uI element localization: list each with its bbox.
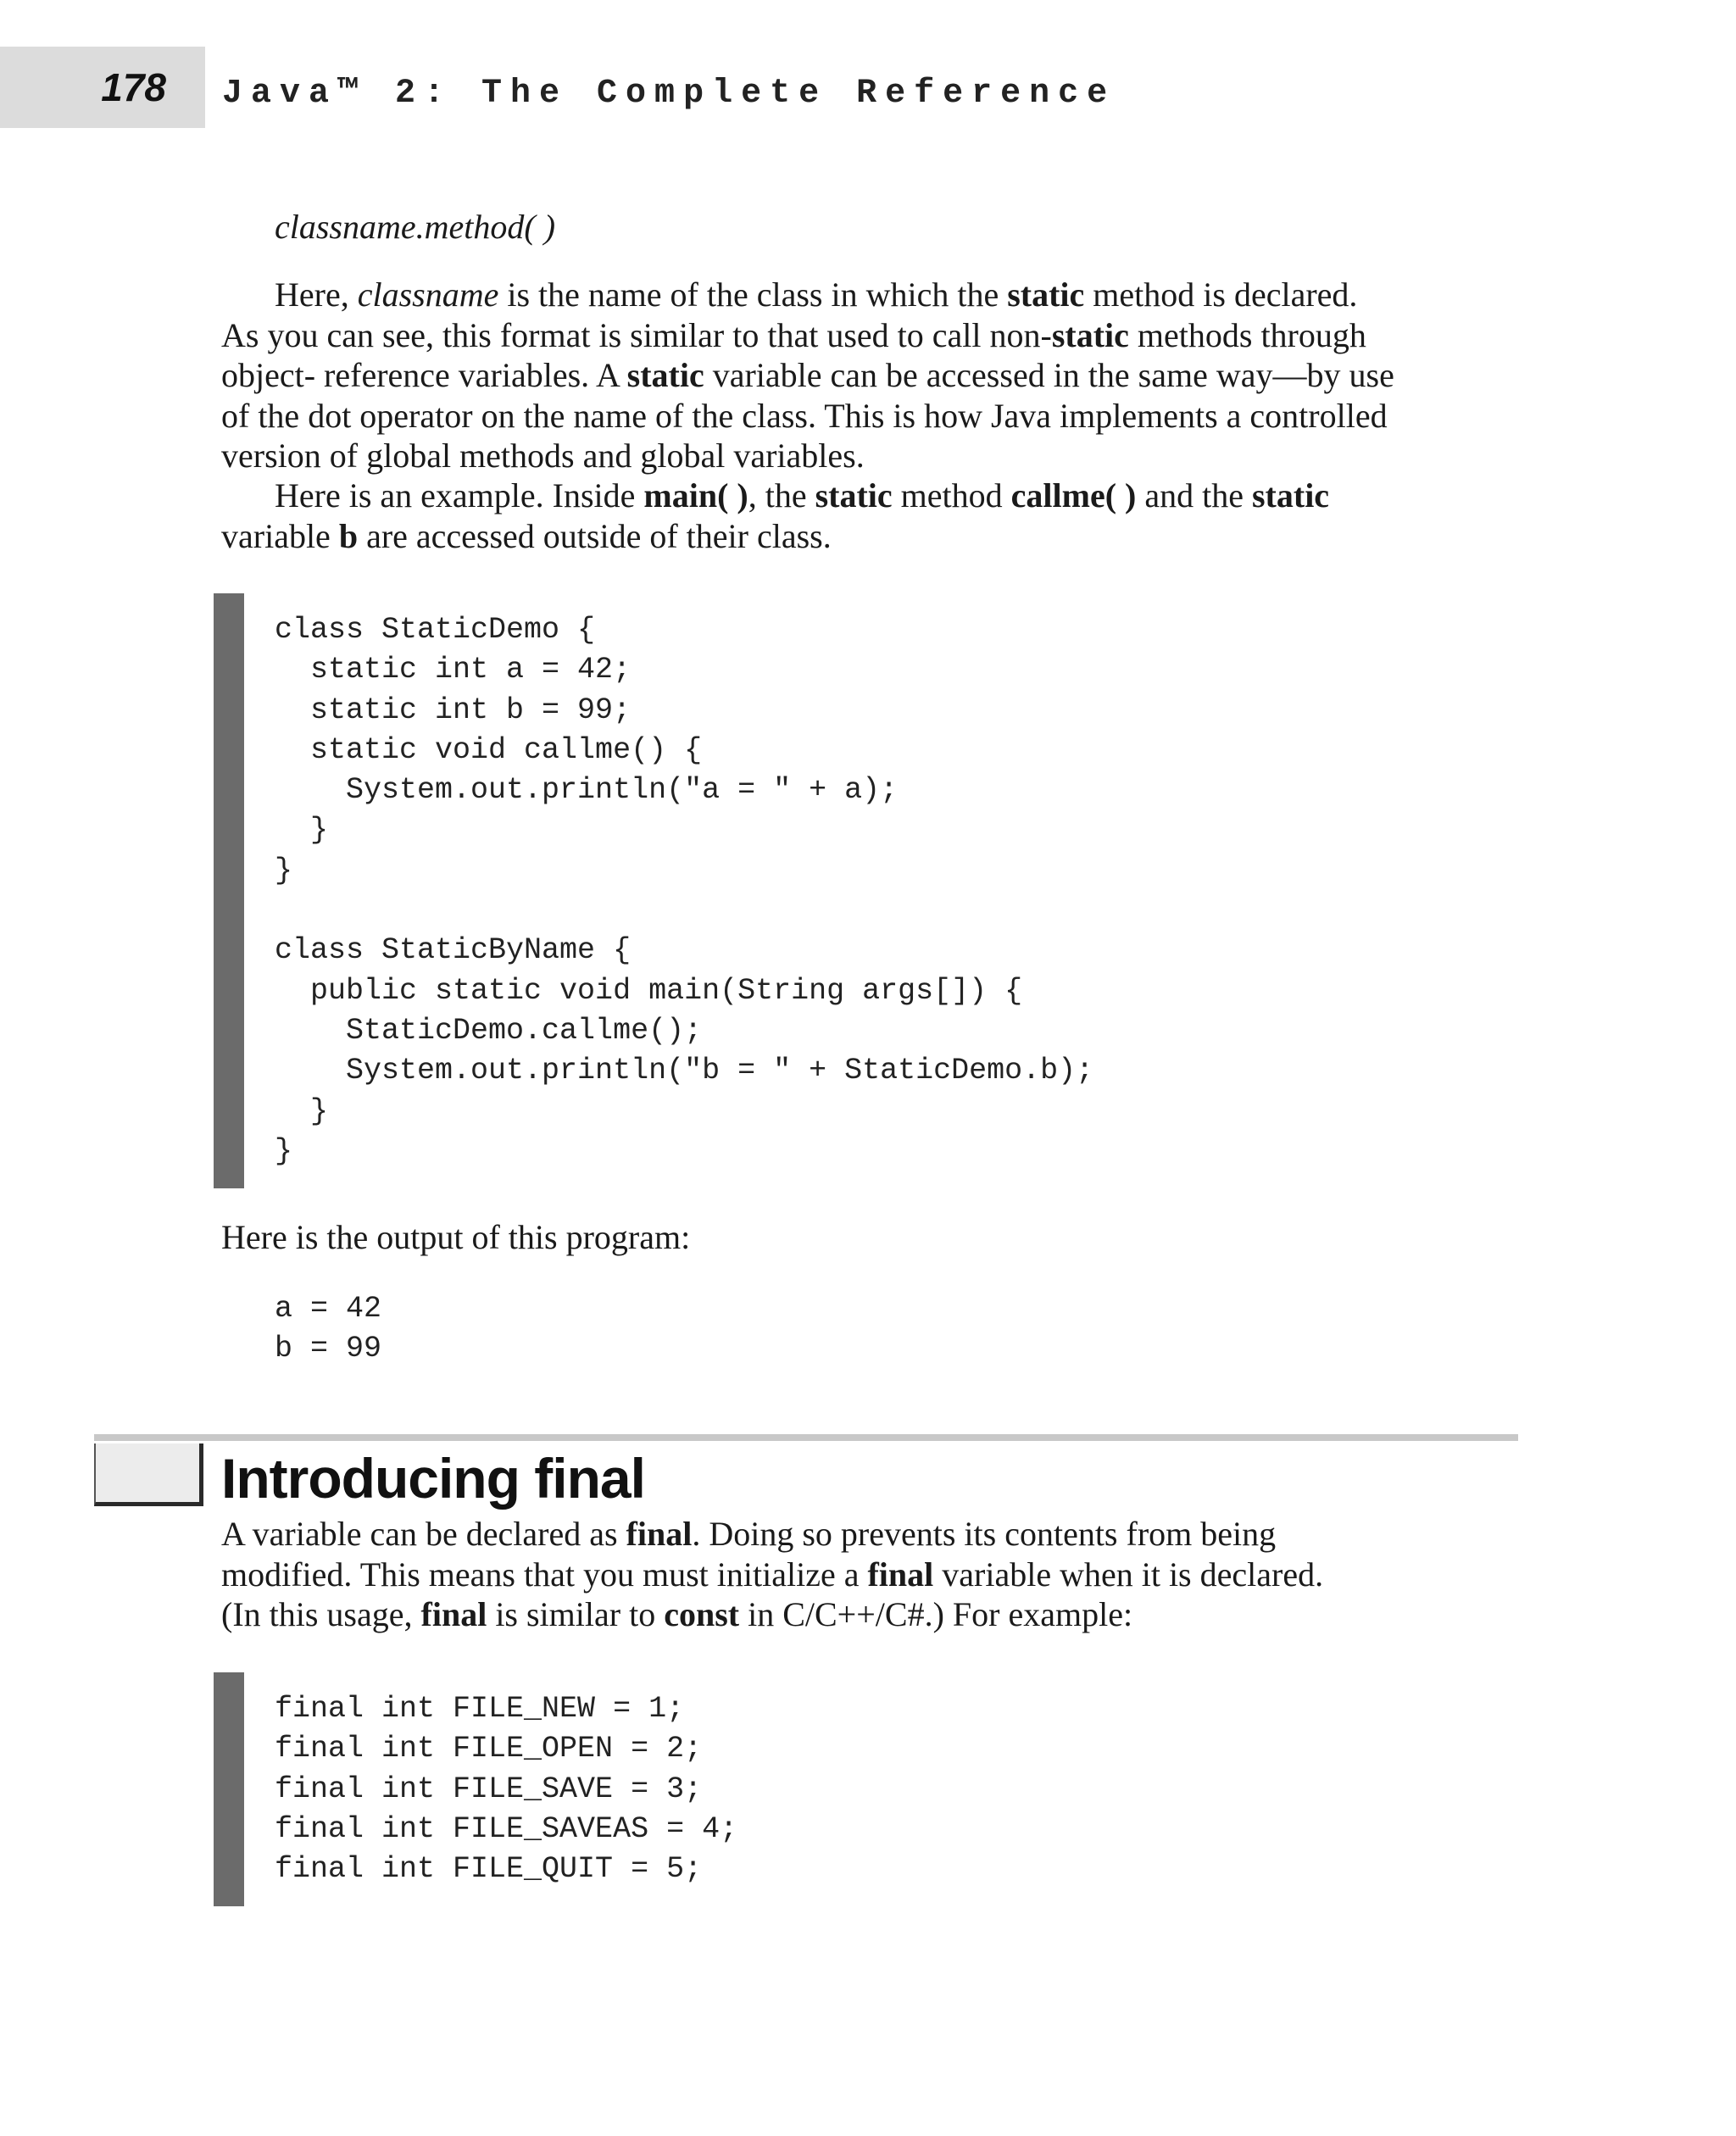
page-header (0, 0, 1736, 128)
output-intro: Here is the output of this program: (221, 1218, 691, 1256)
paragraph-static-access (221, 275, 1510, 476)
program-output: a = 42 b = 99 (275, 1292, 382, 1366)
paragraph-line: As you can see, this format is similar to that used to call non-static methods through (221, 315, 1366, 354)
paragraph-line: (In this usage, final is similar to const in C/C++/C#.) For example: (221, 1595, 1133, 1633)
paragraph-line: variable b are accessed outside of their class. (221, 516, 832, 555)
paragraph-final-intro (221, 1514, 1510, 1635)
paragraph-line: modified. This means that you must initialize a final variable when it is declared. (221, 1555, 1324, 1594)
formula-parens: ( ) (524, 208, 556, 246)
method-call-syntax (275, 207, 555, 248)
paragraph-line: Here, classname is the name of the class in which the static method is declared. (275, 275, 1358, 314)
paragraph-line: A variable can be declared as final. Doing so prevents its contents from being (221, 1515, 1277, 1553)
paragraph-line: of the dot operator on the name of the class. This is how Java implements a controlled (221, 396, 1388, 435)
code-margin-bar (214, 593, 244, 1188)
formula-name: classname.method (275, 208, 525, 246)
paragraph-example-intro (221, 476, 1510, 556)
code-text: class StaticDemo { static int a = 42; static int b = 99; static void callme() { System.out.println("a = " + a); } } class StaticByName { public static void main(String args[]) { StaticDemo.callme(); System.out.println("b = " + StaticDemo.b); } } (275, 613, 1094, 1168)
code-text: final int FILE_NEW = 1; final int FILE_OPEN = 2; final int FILE_SAVE = 3; final int FILE_SAVEAS = 4; final int FILE_QUIT = 5; (275, 1692, 738, 1887)
paragraph-line: Here is an example. Inside main( ), the static method callme( ) and the static (275, 476, 1330, 515)
running-head: Java™ 2: The Complete Reference (222, 75, 1116, 113)
code-listing-final (214, 1672, 1231, 1906)
section-marker-box (94, 1443, 203, 1506)
paragraph-line: object- reference variables. A static variable can be accessed in the same way—by use (221, 356, 1394, 394)
page-number: 178 (101, 65, 166, 109)
code-margin-bar (214, 1672, 244, 1906)
paragraph-line: version of global methods and global variables. (221, 437, 865, 475)
code-listing-static-demo (214, 593, 1231, 1188)
section-heading: Introducing final (221, 1447, 645, 1510)
section-rule (94, 1434, 1518, 1441)
